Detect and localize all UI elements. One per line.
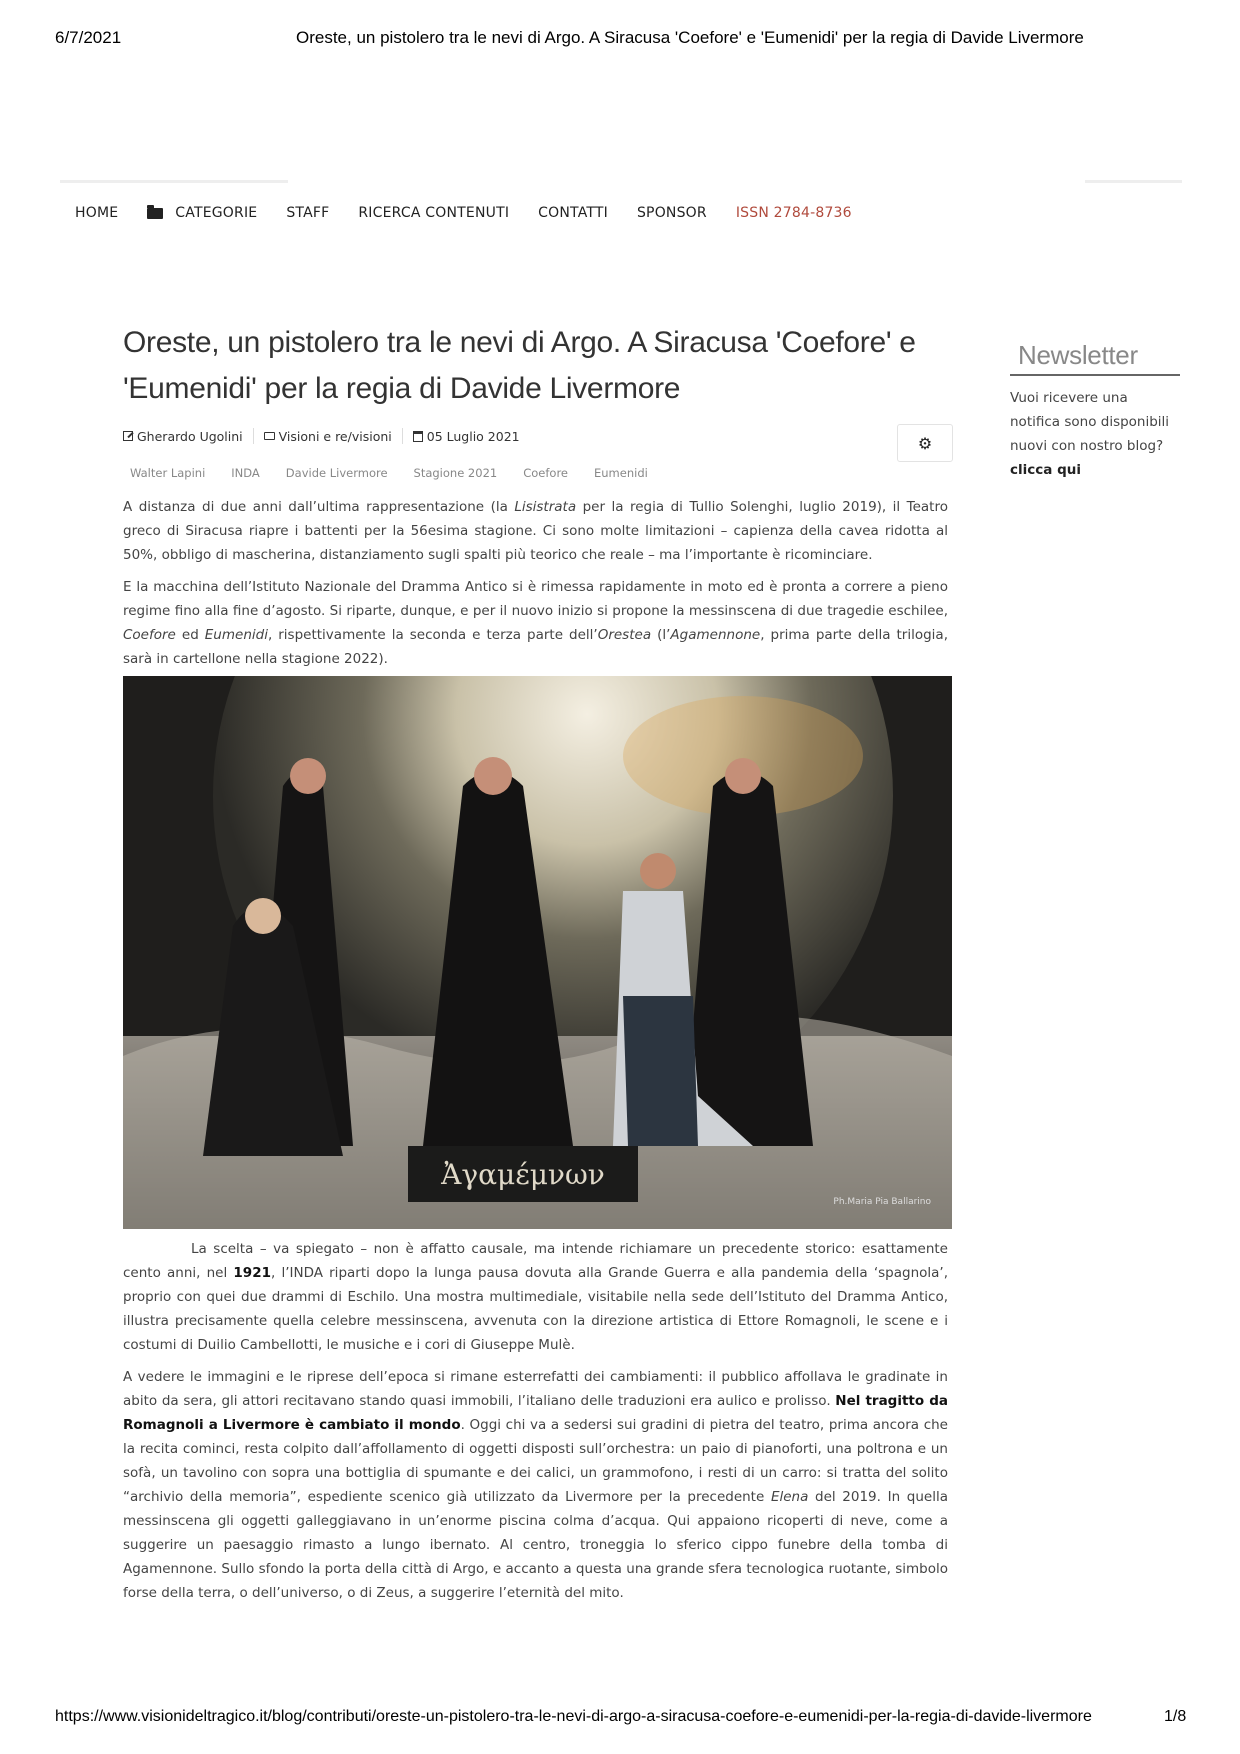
- edit-icon: [123, 431, 133, 441]
- nav-categorie[interactable]: [147, 205, 257, 221]
- newsletter-link[interactable]: clicca qui: [1010, 462, 1081, 478]
- tag-stagione-2021[interactable]: Stagione 2021: [413, 466, 498, 480]
- article-tools-button[interactable]: [897, 424, 953, 462]
- article-intro: [123, 495, 948, 679]
- tag-coefore[interactable]: Coefore: [523, 466, 568, 480]
- tag-inda[interactable]: INDA: [231, 466, 260, 480]
- meta-divider: [253, 428, 254, 444]
- folder-icon: [264, 432, 275, 440]
- publish-date: [413, 429, 520, 444]
- tag-list: [130, 466, 674, 480]
- author-name: Gherardo Ugolini: [137, 428, 243, 444]
- nav-issn[interactable]: ISSN 2784-8736: [735, 205, 852, 221]
- nav-divider-right: [1085, 180, 1182, 183]
- nav-divider-left: [60, 180, 288, 183]
- nav-contatti[interactable]: CONTATTI: [538, 205, 608, 221]
- tag-walter-lapini[interactable]: Walter Lapini: [130, 466, 206, 480]
- nav-ricerca-contenuti[interactable]: RICERCA CONTENUTI: [358, 205, 510, 221]
- newsletter-title: Newsletter: [1010, 340, 1180, 376]
- print-url: https://www.visionideltragico.it/blog/contributi/oreste-un-pistolero-tra-le-nevi-di-argo-a-siracusa-coefore-e-eumenidi-per-la-regia-di-davide-livermore: [55, 1708, 1092, 1725]
- tag-davide-livermore[interactable]: Davide Livermore: [285, 466, 388, 480]
- article-title: Oreste, un pistolero tra le nevi di Argo. A Siracusa 'Coefore' e 'Eumenidi' per la regia di Davide Livermore: [123, 326, 916, 405]
- paragraph: A distanza di due anni dall’ultima rappresentazione (la Lisistrata per la regia di Tullio Solenghi, luglio 2019), il Teatro greco di Siracusa riapre i battenti per la 56esima stagione. Ci sono molte limitazioni – capienza della cavea ridotta al 50%, obbligo di mascherina, distanziamento sugli spalti più teorico che reale – ma l’importante è ricominciare.: [123, 499, 948, 563]
- print-page-number: 1/8: [1164, 1708, 1187, 1725]
- category-name: Visioni e re/visioni: [278, 428, 392, 444]
- paragraph: A vedere le immagini e le riprese dell’epoca si rimane esterrefatti dei cambiamenti: il pubblico affollava le gradinate in abito da sera, gli attori recitavano stando quasi immobili, l’italiano delle traduzioni era aulico e prolisso. Nel tragitto da Romagnoli a Livermore è cambiato il mondo. Oggi chi va a sedersi sui gradini di pietra del teatro, prima ancora che la recita cominci, resta colpito dall’affollamento di oggetti disposti sull’orchestra: un paio di pianoforti, una poltrona e un sofà, un tavolino con sopra una bottiglia di spumante e dei calici, un grammofono, i resti di un carro: si tratta del solito “archivio della memoria”, espediente scenico già utilizzato da Livermore per la precedente Elena del 2019. In quella messinscena gli oggetti galleggiavano in un’enorme piscina colma d’acqua. Qui appaiono ricoperti di neve, come a suggerire un paesaggio rimasto a lungo ibernato. Al centro, troneggia lo sferico cippo funebre della tomba di Agamennone. Sullo sfondo la porta della città di Argo, e accanto a questa una grande sfera tecnologica ruotante, simbolo forse della terra, o dell’universo, o di Zeus, a suggerire l’eternità del mito.: [123, 1369, 949, 1601]
- folder-open-icon: [147, 208, 163, 219]
- print-title: Oreste, un pistolero tra le nevi di Argo. A Siracusa 'Coefore' e 'Eumenidi' per la regia di Davide Livermore: [296, 28, 1084, 47]
- nav-sponsor[interactable]: SPONSOR: [636, 205, 707, 221]
- category[interactable]: [264, 429, 392, 444]
- photo-credit: Ph.Maria Pia Ballarino: [833, 1197, 931, 1207]
- article-meta: [123, 428, 530, 444]
- main-nav: [75, 205, 881, 221]
- author[interactable]: [123, 429, 243, 444]
- nav-categorie-label: CATEGORIE: [175, 205, 258, 221]
- print-date: 6/7/2021: [55, 28, 122, 47]
- photo-inscription: Ἀγαμέμνων: [441, 1158, 605, 1191]
- nav-home[interactable]: HOME: [75, 205, 119, 221]
- publish-date-text: 05 Luglio 2021: [426, 428, 520, 444]
- nav-staff[interactable]: STAFF: [286, 205, 330, 221]
- gear-icon: ⚙: [917, 433, 933, 453]
- meta-divider: [402, 428, 403, 444]
- paragraph: E la macchina dell’Istituto Nazionale del Dramma Antico si è rimessa rapidamente in moto ed è pronta a correre a pieno regime fino alla fine d’agosto. Si riparte, dunque, e per il nuovo inizio si propone la messinscena di due tragedie eschilee, Coefore ed Eumenidi, rispettivamente la seconda e terza parte dell’Orestea (l’Agamennone, prima parte della trilogia, sarà in cartellone nella stagione 2022).: [123, 579, 948, 667]
- article: [123, 320, 953, 1601]
- paragraph: La scelta – va spiegato – non è affatto causale, ma intende richiamare un precedente storico: esattamente cento anni, nel 1921, l’INDA riparti dopo la lunga pausa dovuta alla Grande Guerra e alla pandemia della ‘spagnola’, proprio con quei due drammi di Eschilo. Una mostra multimediale, visitabile nella sede dell’Istituto del Dramma Antico, illustra precisamente quella celebre messinscena, avvenuta con la direzione artistica di Ettore Romagnoli, le scene e i costumi di Duilio Cambellotti, le musiche e i cori di Giuseppe Mulè.: [123, 1241, 948, 1353]
- newsletter-text: Vuoi ricevere una notifica sono disponibili nuovi con nostro blog? clicca qui: [1010, 390, 1170, 478]
- article-body: [123, 1237, 948, 1613]
- calendar-icon: [413, 431, 423, 442]
- sidebar: [1010, 340, 1180, 482]
- article-photo: [123, 676, 952, 1229]
- tag-eumenidi[interactable]: Eumenidi: [594, 466, 648, 480]
